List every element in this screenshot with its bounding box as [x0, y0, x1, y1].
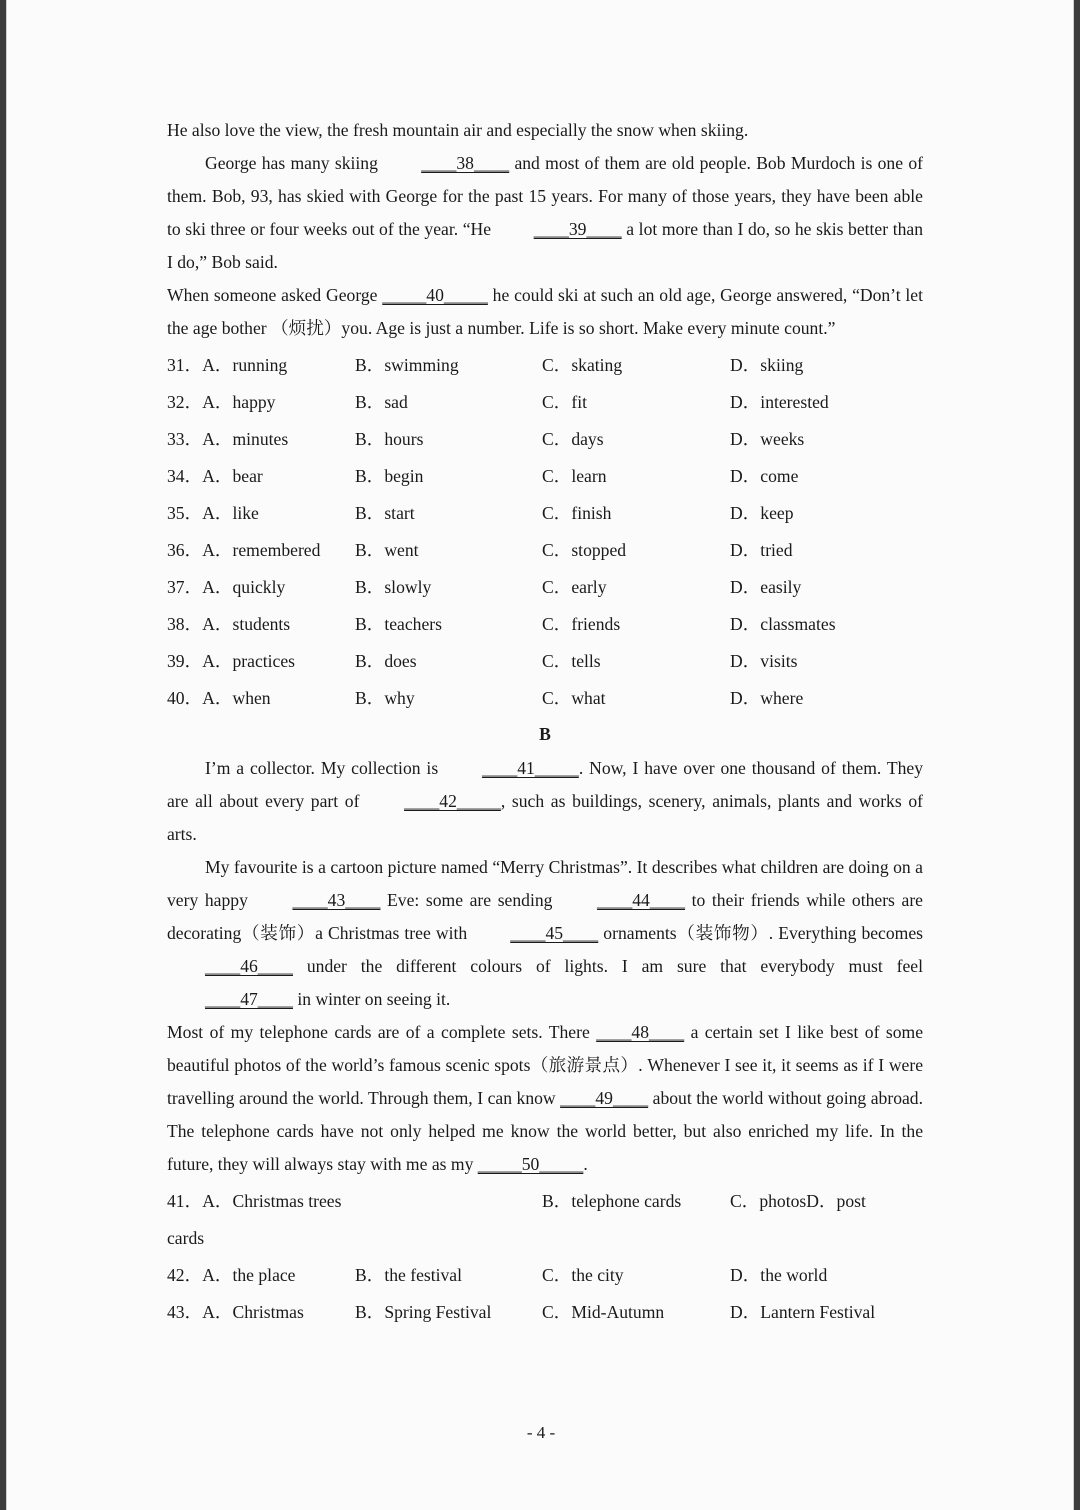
- option-wrap-text: cards: [167, 1228, 205, 1248]
- blank-42: ____42_____: [404, 791, 501, 811]
- option-row-33: [167, 421, 923, 458]
- option-b: B．begin: [355, 466, 424, 486]
- blank-47: ____47____: [205, 989, 293, 1009]
- blank-43: ____43____: [292, 890, 381, 910]
- text: and most of them are old people. Bob Murdoch is one of them. Bob, 93, has skied with George for the past 15 years. For many of those years, they have been able to ski three or four weeks out of the year. “He: [167, 153, 923, 239]
- option-a: 37．A．quickly: [167, 577, 286, 597]
- passage-a-paragraph-2: [167, 279, 923, 345]
- option-a: 43．A．Christmas: [167, 1302, 304, 1322]
- blank-48: ____48____: [596, 1022, 685, 1042]
- option-d: D．skiing: [730, 355, 804, 375]
- option-row-38: [167, 606, 923, 643]
- text: to their friends while others are decorating（装饰）a Christmas tree with: [167, 890, 923, 943]
- option-b: B．start: [355, 503, 415, 523]
- option-cd: C．photosD．post: [730, 1191, 866, 1211]
- passage-b-paragraph-1: [167, 752, 923, 851]
- text: I’m a collector. My collection is: [205, 758, 445, 778]
- text: , such as buildings, scenery, animals, plants and works of arts.: [167, 791, 923, 844]
- passage-b-paragraph-3: [167, 1016, 923, 1181]
- option-c: C．friends: [542, 614, 621, 634]
- option-b: B．does: [355, 651, 417, 671]
- option-b: B．the festival: [355, 1265, 463, 1285]
- blank-38: ____38____: [421, 153, 510, 173]
- option-a: 38．A．students: [167, 614, 291, 634]
- option-a: 31．A．running: [167, 355, 288, 375]
- text: . Now, I have over one thousand of them. They are all about every part of: [167, 758, 924, 811]
- option-row-34: [167, 458, 923, 495]
- text: My favourite is a cartoon picture named “Merry Christmas”. It describes what children are doing on a very happy: [167, 857, 923, 910]
- option-b: B．went: [355, 540, 419, 560]
- option-d: D．visits: [730, 651, 798, 671]
- option-d: D．classmates: [730, 614, 836, 634]
- option-c: C．finish: [542, 503, 612, 523]
- text: When someone asked George: [167, 285, 383, 305]
- option-c: C．days: [542, 429, 604, 449]
- option-a: 33．A．minutes: [167, 429, 289, 449]
- option-row-42: [167, 1257, 923, 1294]
- page-content: [167, 114, 923, 1331]
- text: Eve: some are sending: [380, 890, 560, 910]
- option-row-40: [167, 680, 923, 717]
- option-a: 40．A．when: [167, 688, 271, 708]
- option-b: B．teachers: [355, 614, 442, 634]
- options-b: [167, 1183, 923, 1331]
- option-b: B．slowly: [355, 577, 432, 597]
- option-b: B．telephone cards: [542, 1191, 682, 1211]
- option-c: C．what: [542, 688, 606, 708]
- option-row-31: [167, 347, 923, 384]
- option-c: C．the city: [542, 1265, 624, 1285]
- option-row-36: [167, 532, 923, 569]
- text: he could ski at such an old age, George answered, “Don’t let the age bother （烦扰）you. Age is just a number. Life is so short. Make every minute count.”: [167, 285, 923, 338]
- option-c: C．learn: [542, 466, 607, 486]
- option-b: B．sad: [355, 392, 408, 412]
- blank-46: ____46____: [205, 956, 293, 976]
- option-d: D．easily: [730, 577, 802, 597]
- blank-41: ____41_____: [482, 758, 579, 778]
- option-c: C．Mid-Autumn: [542, 1302, 665, 1322]
- option-row-39: [167, 643, 923, 680]
- blank-49: ____49____: [560, 1088, 649, 1108]
- blank-50: _____50_____: [477, 1154, 584, 1174]
- option-d: D．the world: [730, 1265, 828, 1285]
- option-b: B．hours: [355, 429, 424, 449]
- option-d: D．tried: [730, 540, 793, 560]
- text: about the world without going abroad. The telephone cards have not only helped me know the world better, but also enriched my life. In the future, they will always stay with me as my: [167, 1088, 923, 1174]
- option-c: C．skating: [542, 355, 623, 375]
- text: ornaments（装饰物）. Everything becomes: [598, 923, 924, 943]
- passage-b-paragraph-2: [167, 851, 923, 1016]
- text: a lot more than I do, so he skis better than I do,” Bob said.: [167, 219, 924, 272]
- text: Most of my telephone cards are of a complete sets. There: [167, 1022, 597, 1042]
- option-c: C．stopped: [542, 540, 627, 560]
- option-a: 36．A．remembered: [167, 540, 321, 560]
- blank-45: ____45____: [510, 923, 599, 943]
- option-row-37: [167, 569, 923, 606]
- option-d: D．weeks: [730, 429, 805, 449]
- section-b-heading: B: [539, 724, 551, 744]
- option-d: D．interested: [730, 392, 829, 412]
- option-c: C．early: [542, 577, 607, 597]
- option-b: B．Spring Festival: [355, 1302, 492, 1322]
- option-d: D．Lantern Festival: [730, 1302, 876, 1322]
- option-row-35: [167, 495, 923, 532]
- option-row-41: [167, 1183, 923, 1220]
- options-a: [167, 347, 923, 717]
- text: George has many skiing: [205, 153, 384, 173]
- blank-39: ____39____: [533, 219, 622, 239]
- option-a: 42．A．the place: [167, 1265, 296, 1285]
- option-b: B．why: [355, 688, 415, 708]
- option-a: 41．A．Christmas trees: [167, 1191, 342, 1211]
- passage-a-paragraph-1: [167, 147, 923, 279]
- text: under the different colours of lights. I am sure that everybody must feel: [292, 956, 923, 976]
- text: in winter on seeing it.: [292, 989, 451, 1009]
- option-row-43: [167, 1294, 923, 1331]
- option-c: C．fit: [542, 392, 587, 412]
- option-b: B．swimming: [355, 355, 459, 375]
- blank-40: _____40_____: [382, 285, 488, 305]
- option-d: D．come: [730, 466, 799, 486]
- text: .: [583, 1154, 588, 1174]
- option-d: D．where: [730, 688, 804, 708]
- page-number: - 4 -: [526, 1423, 556, 1442]
- option-a: 32．A．happy: [167, 392, 276, 412]
- blank-44: ____44____: [597, 890, 686, 910]
- exam-page: [6, 0, 1074, 1510]
- text: a certain set I like best of some beautiful photos of the world’s famous scenic spots（旅游景点）. Whenever I see it, it seems as if I were travelling around the world. Through them, I can know: [167, 1022, 923, 1108]
- option-a: 34．A．bear: [167, 466, 263, 486]
- option-a: 39．A．practices: [167, 651, 296, 671]
- option-a: 35．A．like: [167, 503, 259, 523]
- option-d: D．keep: [730, 503, 794, 523]
- option-row-32: [167, 384, 923, 421]
- option-row-41-wrap: [167, 1220, 923, 1257]
- option-c: C．tells: [542, 651, 601, 671]
- passage-a-line: He also love the view, the fresh mountain air and especially the snow when skiing.: [167, 120, 749, 140]
